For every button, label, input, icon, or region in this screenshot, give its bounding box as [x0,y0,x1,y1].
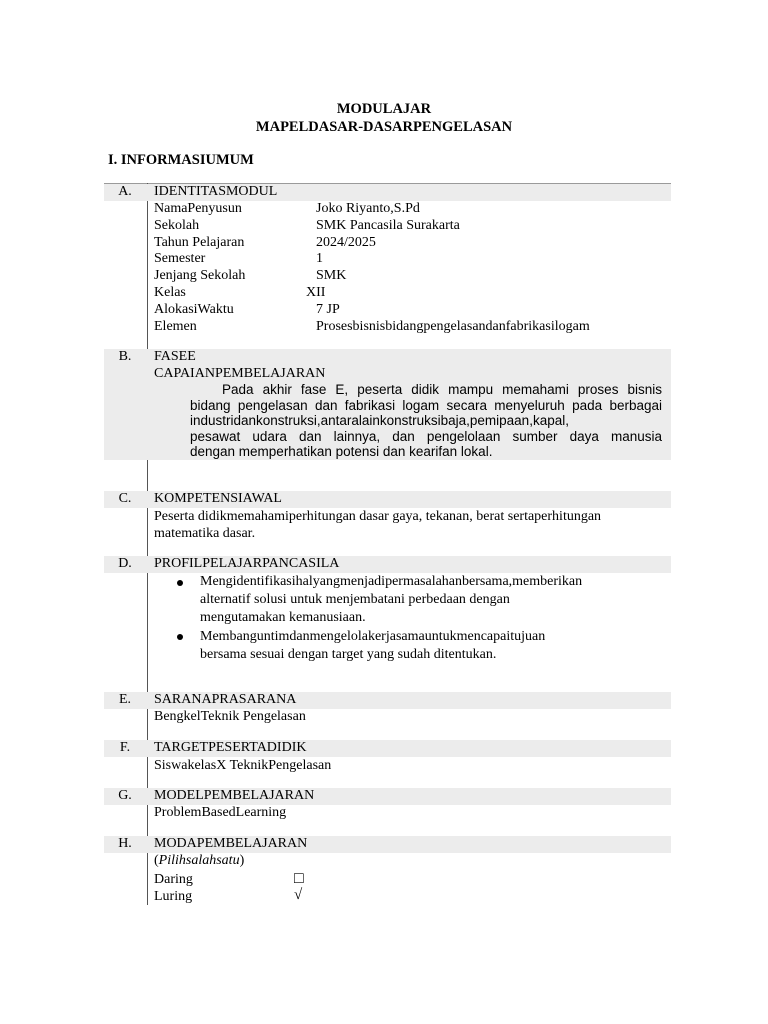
identity-value: 1 [316,251,323,266]
bullet-icon [177,580,183,586]
section-g-heading: MODELPEMBELAJARAN [154,788,315,803]
section-h-heading: MODAPEMBELAJARAN [154,836,308,851]
checkbox-empty-icon: □ [294,870,304,887]
profile-bullet-line: Membanguntimdanmengelolakerjasamauntukmencapaitujuan [200,629,546,644]
section-c-letter: C. [118,491,132,506]
section-d-letter: D. [118,556,132,571]
select-one-note-text: Pilihsalahsatu [158,853,240,868]
section-heading: I. INFORMASIUMUM [108,152,254,168]
identity-label: Jenjang Sekolah [154,268,246,283]
profile-bullet-line: bersama sesuai dengan target yang sudah ditentukan. [200,647,497,662]
initial-competence-line: Peserta didikmemahamiperhitungan dasar gaya, tekanan, berat sertaperhitungan [154,509,602,524]
bullet-icon [177,634,183,640]
learning-outcomes-paragraph [190,382,662,460]
section-g-letter: G. [118,788,132,803]
identity-value: Joko Riyanto,S.Pd [316,201,420,216]
section-a-letter: A. [118,184,132,199]
identity-label: Tahun Pelajaran [154,235,245,250]
check-mark-icon: √ [294,887,303,903]
profile-bullet-line: mengutamakan kemanusiaan. [200,610,366,625]
identity-label: Sekolah [154,218,200,233]
learning-model-text: ProblemBasedLearning [154,805,287,820]
profile-bullet-line: Mengidentifikasihalyangmenjadipermasalahanbersama,memberikan [200,574,583,589]
profile-bullet-line: alternatif solusi untuk menjembatani perbedaan dengan [200,592,510,607]
section-a-heading: IDENTITASMODUL [154,184,278,199]
identity-label: NamaPenyusun [154,201,242,216]
section-c-heading: KOMPETENSIAWAL [154,491,282,506]
mode-option-label: Daring [154,872,193,887]
paragraph-line: industridankonstruksi,antaralainkonstruksibaja,pemipaan,kapal, [190,413,569,428]
document-title-line2: MAPELDASAR-DASARPENGELASAN [255,119,513,135]
identity-value: XII [306,285,326,300]
identity-value: SMK Pancasila Surakarta [316,218,460,233]
paragraph-line: dengan memperhatikan potensi dan kearifan lokal. [190,444,493,459]
target-students-text: SiswakelasX TeknikPengelasan [154,758,332,773]
paragraph-line: pesawat udara dan lainnya, dan pengelolaan sumber daya manusia [190,428,662,444]
section-f-letter: F. [119,740,131,755]
identity-value: SMK [316,268,347,283]
identity-label: Elemen [154,319,197,334]
paragraph-line: bidang pengelasan dan fabrikasi logam secara menyeluruh pada berbagai [190,397,662,413]
identity-label: Kelas [154,285,186,300]
paragraph-line: Pada akhir fase E, peserta didik mampu memahami proses bisnis [222,382,662,397]
section-d-heading: PROFILPELAJARPANCASILA [154,556,340,571]
mode-option-label: Luring [154,889,193,904]
section-b-subheading: CAPAIANPEMBELAJARAN [154,366,326,381]
identity-value: 7 JP [316,302,340,317]
facilities-text: BengkelTeknik Pengelasan [154,709,306,724]
initial-competence-line: matematika dasar. [154,526,256,541]
identity-value: 2024/2025 [316,235,376,250]
identity-label: AlokasiWaktu [154,302,234,317]
identity-value: Prosesbisnisbidangpengelasandanfabrikasilogam [316,319,590,334]
identity-label: Semester [154,251,206,266]
section-b-heading: FASEE [154,349,196,364]
section-h-letter: H. [118,836,132,851]
section-f-heading: TARGETPESERTADIDIK [154,740,307,755]
select-one-note: (Pilihsalahsatu) [154,853,245,868]
section-e-letter: E. [118,692,132,707]
section-e-heading: SARANAPRASARANA [154,692,297,707]
section-b-letter: B. [118,349,132,364]
document-title-line1: MODULAJAR [336,101,432,117]
